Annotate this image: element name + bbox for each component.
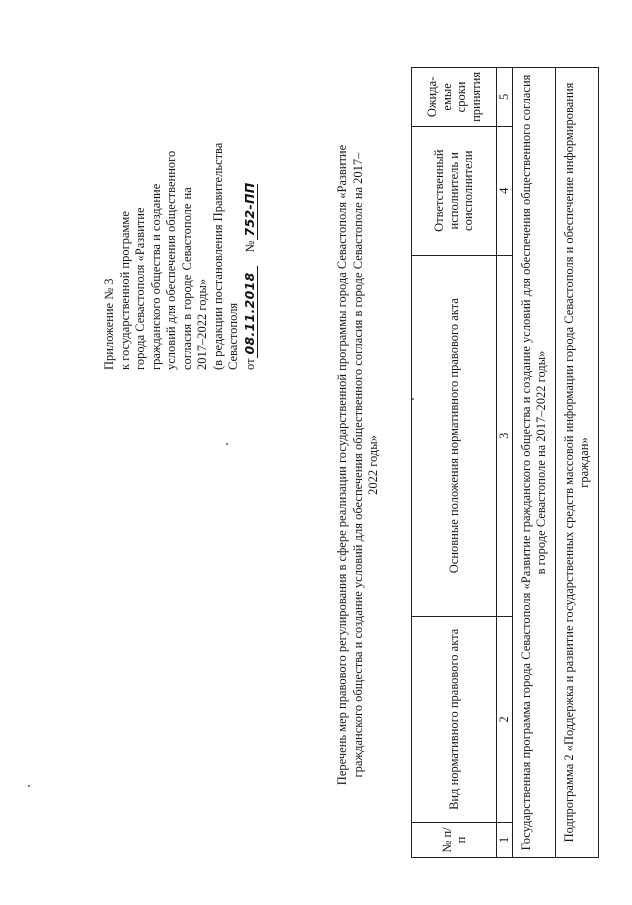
appendix-line: согласия в городе Севастополе на	[179, 187, 194, 370]
header-deadline: Ожида-емые сроки принятия	[412, 68, 497, 127]
appendix-line: (в редакции постановления Правительства	[210, 142, 225, 370]
number-label: №	[242, 240, 257, 253]
appendix-line: Приложение № 3	[102, 278, 116, 370]
appendix-header	[102, 60, 258, 370]
subprogram-title-cell: Подпрограмма 2 «Поддержка и развитие государственных средств массовой информации города Севастополя и обеспечение информирования граждан»	[555, 68, 598, 858]
title-line: Перечень мер правового регулирования в сфере реализации государственной программы города Севастополя «Развитие	[335, 144, 349, 786]
resolution-date: 08.11.2018	[242, 266, 259, 358]
program-title-cell: Государственная программа города Севастополя «Развитие гражданского общества и создание условий для обеспечения общественного согласия в городе Севастополе на 2017–2022 годы»	[512, 68, 555, 858]
measures-table	[411, 67, 599, 858]
appendix-line: к государственной программе	[117, 211, 132, 370]
header-responsible: Ответственный исполнитель и соисполнители	[412, 126, 497, 255]
column-number: 1	[497, 822, 513, 857]
appendix-line: 2017–2022 годы»	[195, 278, 209, 370]
appendix-line: Севастополя	[226, 302, 240, 370]
scan-speck	[28, 785, 30, 787]
header-number: № п/п	[412, 822, 497, 857]
column-number: 2	[497, 616, 513, 822]
scan-speck	[412, 398, 414, 400]
appendix-line: гражданского общества и создание	[148, 183, 163, 370]
table-header-row	[412, 68, 497, 858]
appendix-line: условий для обеспечения общественного	[164, 150, 178, 370]
resolution-reference	[242, 60, 259, 370]
table-row	[555, 68, 598, 858]
column-number: 4	[497, 126, 513, 255]
header-act-provisions: Основные положения нормативного правового акта	[412, 255, 497, 616]
title-line: гражданского общества и создание условий для обеспечения общественного согласия в городе Севастополе на 2017–	[350, 152, 365, 778]
appendix-line: города Севастополя «Развитие	[133, 207, 147, 370]
column-number: 3	[497, 255, 513, 616]
header-act-type: Вид нормативного правового акта	[412, 616, 497, 822]
column-number-row	[497, 68, 513, 858]
resolution-number: 752-ПП	[242, 185, 259, 241]
document-title	[335, 115, 382, 815]
scan-speck	[226, 443, 228, 445]
from-label: от	[242, 358, 257, 370]
column-number: 5	[497, 68, 513, 127]
table-row	[512, 68, 555, 858]
title-line: 2022 годы»	[366, 435, 380, 495]
